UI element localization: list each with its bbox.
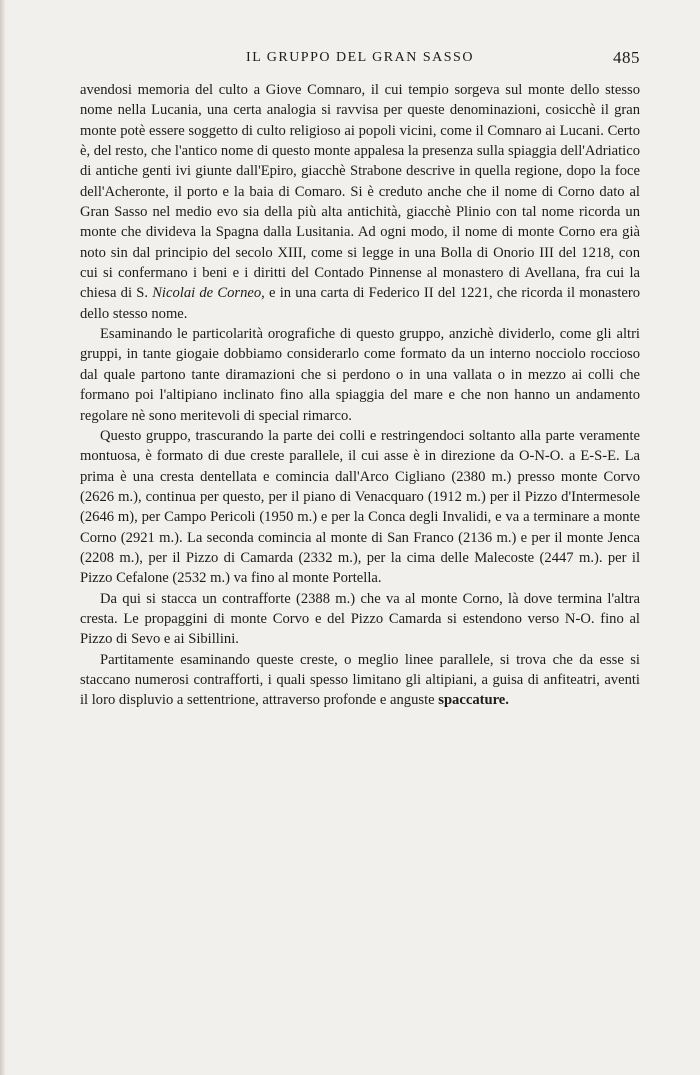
running-title: IL GRUPPO DEL GRAN SASSO (246, 50, 474, 65)
paragraph-3: Questo gruppo, trascurando la parte dei colli e restringendoci soltanto alla parte veramente montuosa, è formato di due creste parallele, il cui asse è in direzione da O-N-O. a E-S-E. La prima è una cresta dentellata e comincia dall'Arco Cigliano (2380 m.) presso monte Corvo (2626 m.), continua per questo, per il piano di Venacquaro (1912 m.) per il Pizzo d'Intermesole (2646 m), per Campo Pericoli (1950 m.) e per la Conca degli Invalidi, e va a terminare a monte Corno (2921 m.). La seconda comincia al monte di San Franco (2136 m.) e per il monte Jenca (2208 m.), per il Pizzo di Camarda (2332 m.), per la cima delle Malecoste (2447 m.). per il Pizzo Cefalone (2532 m.) va fino al monte Portella. (80, 427, 640, 587)
body-text (80, 80, 640, 711)
page-edge (0, 0, 6, 1075)
paragraph-2: Esaminando le particolarità orografiche di questo gruppo, anzichè dividerlo, come gli altri gruppi, in tante giogaie dobbiamo considerarlo come formato da un interno nocciolo roccioso dal quale partono tante diramazioni che si perdono o in una vallata o in mezzo ai colli che formano poi l'altipiano inclinato fino alla spiaggia del mare e che non hanno un andamento regolare nè sono meritevoli di special rimarco. (80, 326, 640, 424)
paragraph-1: avendosi memoria del culto a Giove Comnaro, il cui tempio sorgeva sul monte dello stesso nome nella Lucania, una certa analogia si ravvisa per queste denominazioni, cosicchè il gran monte potè essere soggetto di culto religioso ai popoli vicini, come il Comnaro ai Lucani. Certo è, del resto, che l'antico nome di questo monte appalesa la presenza sulla spiaggia dell'Adriatico di antiche genti ivi giunte dall'Epiro, giacchè Strabone descrive in quella regione, dopo la foce dell'Acheronte, il porto e la baia di Comaro. Si è creduto anche che il nome di Corno dato al Gran Sasso nel medio evo sia della più alta antichità, giacchè Plinio con tal nome ricorda un monte che divideva la Spagna dalla Lusitania. Ad ogni modo, il nome di monte Corno era già noto sin dal principio del secolo XIII, come si legge in una Bolla di Onorio III del 1218, con cui si confermano i beni e i diritti del Contado Pinnense al monastero di Avellana, fra cui la chiesa di S. Nicolai de Corneo, e in una carta di Federico II del 1221, che ricorda il monastero dello stesso nome. (80, 82, 641, 322)
page-header (80, 48, 640, 70)
paragraph-4: Da qui si stacca un contrafforte (2388 m.) che va al monte Corno, là dove termina l'altra cresta. Le propaggini di monte Corvo e del Pizzo Camarda si estendono verso N-O. fino al Pizzo di Sevo e ai Sibillini. (80, 590, 640, 648)
latin-church-name: Nicolai de Corneo (152, 285, 262, 302)
paragraph-5: Partitamente esaminando queste creste, o meglio linee parallele, si trova che da esse si staccano numerosi contrafforti, i quali spesso limitano gli altipiani, a guisa di anfiteatri, aventi il loro displuvio a settentrione, attraverso profonde e anguste spaccature. (80, 651, 640, 709)
page-number: 485 (613, 48, 640, 67)
final-word: spaccature. (438, 692, 509, 709)
